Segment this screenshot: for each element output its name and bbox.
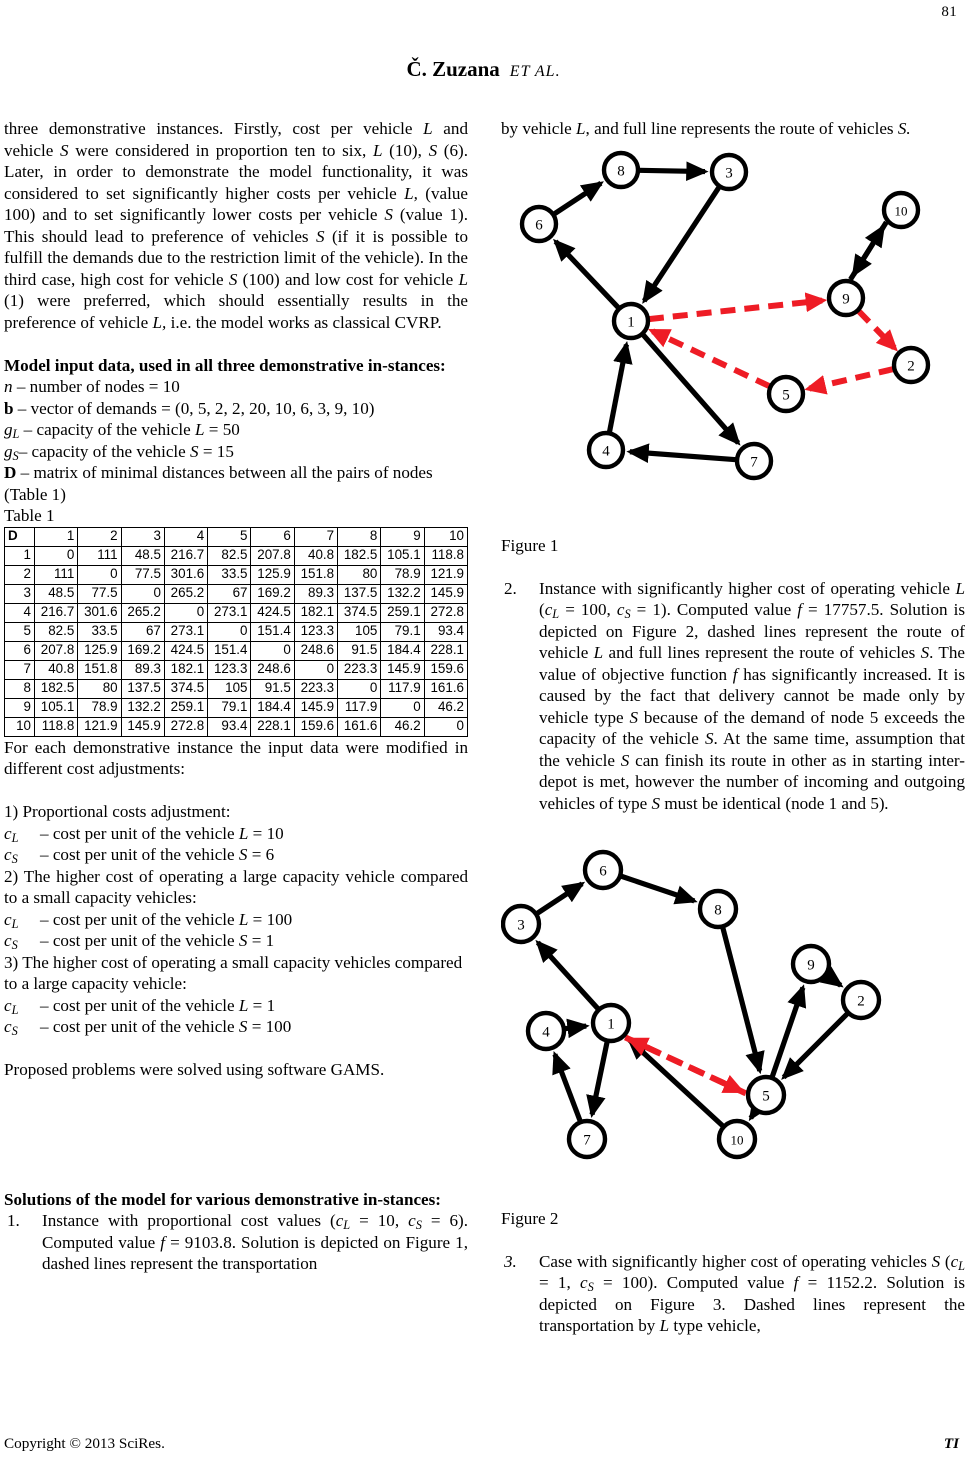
table-cell: 301.6 <box>78 603 121 622</box>
solution-item-1-text: Instance with proportional cost values ($c_L = 10$, $c_S = 6$). Computed value f = 9103.8. Solution is depicted on Figure 1, dashed lines represent the transportation <box>42 1211 469 1273</box>
graph-node-9 <box>829 281 863 315</box>
graph-node-9 <box>793 946 829 982</box>
table-cell: 93.4 <box>208 717 251 736</box>
paragraph-continued-right: by vehicle L, and full line represents the route of vehicles S. <box>501 119 911 138</box>
graph-edge-solid <box>644 187 719 301</box>
table-cell: 125.9 <box>251 565 294 584</box>
table-cell: 93.4 <box>424 622 467 641</box>
graph-node-label: 10 <box>730 1131 744 1147</box>
input-line-gL: $g_L$ – capacity of the vehicle L = 50 <box>4 420 240 442</box>
table-row <box>5 584 468 603</box>
table-cell: 159.6 <box>424 660 467 679</box>
table-cell: 182.1 <box>164 660 207 679</box>
graph-node-label: 2 <box>907 357 915 374</box>
solutions-heading: Solutions of the model for various demonstrative in-stances: <box>4 1189 441 1209</box>
table-cell: 184.4 <box>381 641 424 660</box>
table-cell: 424.5 <box>164 641 207 660</box>
graph-edge-solid <box>609 344 626 432</box>
adjustment-1-title: 1) Proportional costs adjustment: <box>4 802 231 821</box>
table-cell: 272.8 <box>424 603 467 622</box>
table-cell: 89.3 <box>294 584 337 603</box>
figure-2-graph <box>501 836 965 1196</box>
table-cell: 272.8 <box>164 717 207 736</box>
table-cell: 145.9 <box>121 717 164 736</box>
table-col-header: 7 <box>294 527 337 546</box>
table-cell: 151.8 <box>294 565 337 584</box>
table-col-header: 9 <box>381 527 424 546</box>
table-cell: 0 <box>338 679 381 698</box>
graph-edge-solid <box>621 876 694 901</box>
figure-1-caption: Figure 1 <box>501 535 559 555</box>
graph-node-6 <box>522 207 556 241</box>
table-col-header: 4 <box>164 527 207 546</box>
graph-edge-solid <box>555 1054 580 1121</box>
graph-node-3 <box>503 906 539 942</box>
table-cell: 0 <box>381 698 424 717</box>
table-cell: 91.5 <box>338 641 381 660</box>
graph-edge-solid <box>538 942 598 1008</box>
table-cell: 105.1 <box>381 546 424 565</box>
table-cell: 78.9 <box>381 565 424 584</box>
table-cell: 40.8 <box>294 546 337 565</box>
graph-node-label: 4 <box>602 442 610 459</box>
graph-node-3 <box>712 155 746 189</box>
table-cell: 161.6 <box>424 679 467 698</box>
input-line-gS: $g_S-$ capacity of the vehicle S = 15 <box>4 441 234 463</box>
paragraph-continued-left: three demonstrative instances. Firstly, cost per vehicle L and vehicle S were considered in proportion ten to six, L (10), S (6). Later, in order to demonstrate the model functionality, it was considered to set significantly higher costs per vehicle L, (value 100) and to set significantly lower costs per vehicle S (value 1). This should lead to preference of vehicles S (if it is possible to fulfill the demands due to the restriction limit of the vehicle). In the third case, high cost for vehicle S (100) and low cost for vehicle L (1) were preferred, which should essentially results in the preference of vehicle L, i.e. the model works as classical CVRP. <box>4 119 468 332</box>
graph-edge-dashed <box>649 300 822 319</box>
table-cell: 123.3 <box>294 622 337 641</box>
table-cell: 161.6 <box>338 717 381 736</box>
table-cell: 80 <box>338 565 381 584</box>
solution-item-2-number: 2. <box>504 578 517 598</box>
graph-node-8 <box>604 153 638 187</box>
table-cell: 121.9 <box>78 717 121 736</box>
table-cell: 151.4 <box>208 641 251 660</box>
table-cell: 77.5 <box>121 565 164 584</box>
journal-abbrev: TI <box>943 1435 959 1452</box>
left-column <box>4 118 468 1275</box>
graph-node-8 <box>700 891 736 927</box>
adjustment-1-cS: $c_S$ – cost per unit of the vehicle S = 6 <box>4 845 275 867</box>
table-corner-cell: D <box>5 527 35 546</box>
table-cell: 105.1 <box>35 698 78 717</box>
table-header-row <box>5 527 468 546</box>
table-cell: 0 <box>208 622 251 641</box>
table-cell: 91.5 <box>251 679 294 698</box>
graph-node-1 <box>593 1005 629 1041</box>
table-row <box>5 717 468 736</box>
table-cell: 132.2 <box>381 584 424 603</box>
graph-edge-dashed <box>653 331 770 386</box>
table-cell: 77.5 <box>78 584 121 603</box>
graph-node-label: 10 <box>894 202 908 218</box>
table-row <box>5 603 468 622</box>
gams-line: Proposed problems were solved using software GAMS. <box>4 1060 385 1079</box>
table-cell: 151.4 <box>251 622 294 641</box>
graph-node-label: 6 <box>535 216 543 233</box>
table-row-header: 3 <box>5 584 35 603</box>
right-column <box>501 118 965 1337</box>
distance-matrix-table <box>4 527 468 737</box>
table-cell: 40.8 <box>35 660 78 679</box>
table-cell: 182.5 <box>338 546 381 565</box>
table-cell: 132.2 <box>121 698 164 717</box>
table-cell: 46.2 <box>424 698 467 717</box>
graph-node-label: 7 <box>750 453 758 470</box>
table-col-header: 5 <box>208 527 251 546</box>
adjustment-3-cL: $c_L$ – cost per unit of the vehicle L = 1 <box>4 995 276 1017</box>
graph-edge-solid <box>554 183 601 214</box>
graph-edge-solid <box>629 1039 723 1125</box>
table-row <box>5 546 468 565</box>
table-cell: 82.5 <box>208 546 251 565</box>
graph-node-label: 9 <box>842 290 850 307</box>
page-number: 81 <box>941 4 957 20</box>
table-cell: 223.3 <box>338 660 381 679</box>
adjustment-3-title: 3) The higher cost of operating a small capacity vehicles compared to a large capacity vehicle: <box>4 952 463 993</box>
graph-edge-solid <box>826 975 840 985</box>
graph-node-10 <box>719 1121 755 1157</box>
table-cell: 145.9 <box>381 660 424 679</box>
table-cell: 207.8 <box>251 546 294 565</box>
running-head <box>0 57 967 82</box>
table-cell: 159.6 <box>294 717 337 736</box>
solution-item-2 <box>501 578 965 815</box>
graph-node-5 <box>748 1077 784 1113</box>
graph-node-10 <box>884 193 918 227</box>
solution-item-3 <box>501 1251 965 1337</box>
table-row <box>5 679 468 698</box>
table-cell: 0 <box>78 565 121 584</box>
table-cell: 121.9 <box>424 565 467 584</box>
table-cell: 0 <box>294 660 337 679</box>
graph-node-label: 4 <box>542 1023 550 1040</box>
table-cell: 46.2 <box>381 717 424 736</box>
table-cell: 301.6 <box>164 565 207 584</box>
graph-edge-solid <box>854 222 887 274</box>
graph-node-label: 3 <box>517 916 525 933</box>
table-cell: 273.1 <box>164 622 207 641</box>
table-cell: 79.1 <box>208 698 251 717</box>
table-col-header: 3 <box>121 527 164 546</box>
table-cell: 0 <box>35 546 78 565</box>
table-cell: 33.5 <box>78 622 121 641</box>
table-row-header: 4 <box>5 603 35 622</box>
graph-edge-dashed <box>631 1039 746 1092</box>
adjustment-1-cL: $c_L$ – cost per unit of the vehicle L = 10 <box>4 823 284 845</box>
table-cell: 374.5 <box>338 603 381 622</box>
graph-node-4 <box>528 1013 564 1049</box>
input-line-b: b – vector of demands = (0, 5, 2, 2, 20, 10, 6, 3, 9, 10) <box>4 398 375 418</box>
table-cell: 216.7 <box>164 546 207 565</box>
running-head-authors: Č. Zuzana <box>406 57 500 81</box>
solution-item-2-text: Instance with significantly higher cost of operating vehicle L ($c_L = 100$, $c_S = 1$). Computed value f = 17757.5. Solution is depicted on Figure 2, dashed lines represent the route of vehicle L and full lines represent the route of vehicles S. The value of objective function f has significantly increased. It is caused by the fact that delivery cannot be made only by vehicle type S because of the demand of node 5 exceeds the capacity of the vehicle S. At the same time, assumption that the vehicle S can finish its route in other as in starting inter-depot is met, however the number of incoming and outgoing vehicles of type S must be identical (node 1 and 5). <box>539 578 965 813</box>
table-row <box>5 565 468 584</box>
table-row <box>5 622 468 641</box>
table-cell: 374.5 <box>164 679 207 698</box>
graph-node-7 <box>569 1121 605 1157</box>
solution-item-1 <box>4 1210 468 1275</box>
table-cell: 145.9 <box>294 698 337 717</box>
table-cell: 118.8 <box>35 717 78 736</box>
table-cell: 184.4 <box>251 698 294 717</box>
graph-edge-dashed <box>859 310 895 347</box>
table-cell: 169.2 <box>121 641 164 660</box>
table-cell: 118.8 <box>424 546 467 565</box>
adjustment-2-title: 2) The higher cost of operating a large capacity vehicle compared to a small capacity vehicles: <box>4 866 468 907</box>
graph-node-5 <box>769 377 803 411</box>
graph-node-label: 6 <box>599 862 607 879</box>
table-cell: 105 <box>208 679 251 698</box>
table-cell: 259.1 <box>164 698 207 717</box>
model-input-heading: Model input data, used in all three demonstrative in-stances: <box>4 355 446 375</box>
graph-edge-solid <box>723 927 760 1070</box>
graph-node-2 <box>843 982 879 1018</box>
solution-item-3-number: 3. <box>504 1251 517 1271</box>
graph-edge-solid <box>565 1026 586 1029</box>
figure-2 <box>501 836 965 1208</box>
table-cell: 151.8 <box>78 660 121 679</box>
table-cell: 207.8 <box>35 641 78 660</box>
table-cell: 182.1 <box>294 603 337 622</box>
copyright-text: Copyright © 2013 SciRes. <box>4 1435 165 1452</box>
table-cell: 0 <box>164 603 207 622</box>
figure-2-caption: Figure 2 <box>501 1208 559 1228</box>
table-cell: 216.7 <box>35 603 78 622</box>
table-cell: 0 <box>424 717 467 736</box>
table-cell: 223.3 <box>294 679 337 698</box>
table-cell: 105 <box>338 622 381 641</box>
table-row-header: 1 <box>5 546 35 565</box>
adjustment-2-cL: $c_L$ – cost per unit of the vehicle L = 100 <box>4 909 293 931</box>
table-cell: 80 <box>78 679 121 698</box>
input-line-n: n – number of nodes = 10 <box>4 377 180 396</box>
table-col-header: 1 <box>35 527 78 546</box>
table-cell: 48.5 <box>121 546 164 565</box>
table-cell: 228.1 <box>251 717 294 736</box>
table-row-header: 2 <box>5 565 35 584</box>
table-row-header: 6 <box>5 641 35 660</box>
after-table-paragraph: For each demonstrative instance the input data were modified in different cost adjustments: <box>4 737 468 778</box>
figure-1 <box>501 140 965 535</box>
graph-node-label: 1 <box>607 1015 615 1032</box>
table-row <box>5 641 468 660</box>
adjustment-3-cS: $c_S$ – cost per unit of the vehicle S = 100 <box>4 1017 292 1039</box>
graph-node-label: 2 <box>857 992 865 1009</box>
table-cell: 259.1 <box>381 603 424 622</box>
input-line-D: D – matrix of minimal distances between all the pairs of nodes (Table 1) <box>4 463 433 504</box>
table-cell: 111 <box>78 546 121 565</box>
table-cell: 67 <box>208 584 251 603</box>
graph-node-2 <box>894 348 928 382</box>
table-row <box>5 660 468 679</box>
graph-edge-solid <box>639 170 705 171</box>
table-cell: 82.5 <box>35 622 78 641</box>
table-col-header: 8 <box>338 527 381 546</box>
graph-edge-solid <box>537 883 582 913</box>
graph-node-label: 8 <box>617 162 625 179</box>
table-cell: 123.3 <box>208 660 251 679</box>
table-cell: 265.2 <box>121 603 164 622</box>
page-footer <box>4 1435 959 1453</box>
table-cell: 0 <box>251 641 294 660</box>
table-cell: 117.9 <box>338 698 381 717</box>
table-row-header: 9 <box>5 698 35 717</box>
graph-node-label: 1 <box>627 313 635 330</box>
graph-node-label: 5 <box>782 386 790 403</box>
graph-edge-solid <box>630 451 736 459</box>
table-row-header: 7 <box>5 660 35 679</box>
running-head-etal: ET AL. <box>509 63 561 80</box>
figure-2-edges <box>537 876 848 1126</box>
table-cell: 273.1 <box>208 603 251 622</box>
table-cell: 228.1 <box>424 641 467 660</box>
figure-1-graph <box>501 140 965 520</box>
graph-node-7 <box>737 444 771 478</box>
table-cell: 89.3 <box>121 660 164 679</box>
table-cell: 424.5 <box>251 603 294 622</box>
table-cell: 145.9 <box>424 584 467 603</box>
table-cell: 169.2 <box>251 584 294 603</box>
table-cell: 125.9 <box>78 641 121 660</box>
table-cell: 137.5 <box>338 584 381 603</box>
table-label: Table 1 <box>4 506 55 525</box>
table-cell: 182.5 <box>35 679 78 698</box>
graph-node-label: 5 <box>762 1087 770 1104</box>
table-cell: 33.5 <box>208 565 251 584</box>
table-cell: 78.9 <box>78 698 121 717</box>
graph-node-label: 9 <box>807 956 815 973</box>
graph-edge-solid <box>556 241 619 308</box>
table-row <box>5 698 468 717</box>
table-cell: 265.2 <box>164 584 207 603</box>
table-cell: 248.6 <box>294 641 337 660</box>
solution-item-1-number: 1. <box>7 1211 20 1230</box>
table-cell: 0 <box>121 584 164 603</box>
graph-node-label: 8 <box>714 901 722 918</box>
table-cell: 79.1 <box>381 622 424 641</box>
table-row-header: 10 <box>5 717 35 736</box>
graph-node-6 <box>585 852 621 888</box>
graph-edge-dashed <box>809 369 893 389</box>
table-cell: 67 <box>121 622 164 641</box>
graph-node-label: 3 <box>725 164 733 181</box>
table-row-header: 5 <box>5 622 35 641</box>
graph-edge-solid <box>751 1110 756 1117</box>
table-col-header: 10 <box>424 527 467 546</box>
table-cell: 248.6 <box>251 660 294 679</box>
table-col-header: 6 <box>251 527 294 546</box>
adjustment-2-cS: $c_S$ – cost per unit of the vehicle S = 1 <box>4 931 275 953</box>
table-row-header: 8 <box>5 679 35 698</box>
table-col-header: 2 <box>78 527 121 546</box>
table-cell: 137.5 <box>121 679 164 698</box>
graph-node-label: 7 <box>583 1131 591 1148</box>
solution-item-3-text: Case with significantly higher cost of operating vehicles S ($c_L = 1$, $c_S = 100$). Computed value f = 1152.2. Solution is depicted on Figure 3. Dashed lines represent the transportation by L type vehicle, <box>539 1251 965 1335</box>
graph-node-1 <box>614 304 648 338</box>
table-cell: 48.5 <box>35 584 78 603</box>
table-cell: 117.9 <box>381 679 424 698</box>
table-cell: 111 <box>35 565 78 584</box>
graph-node-4 <box>589 433 623 467</box>
graph-edge-solid <box>592 1041 607 1114</box>
